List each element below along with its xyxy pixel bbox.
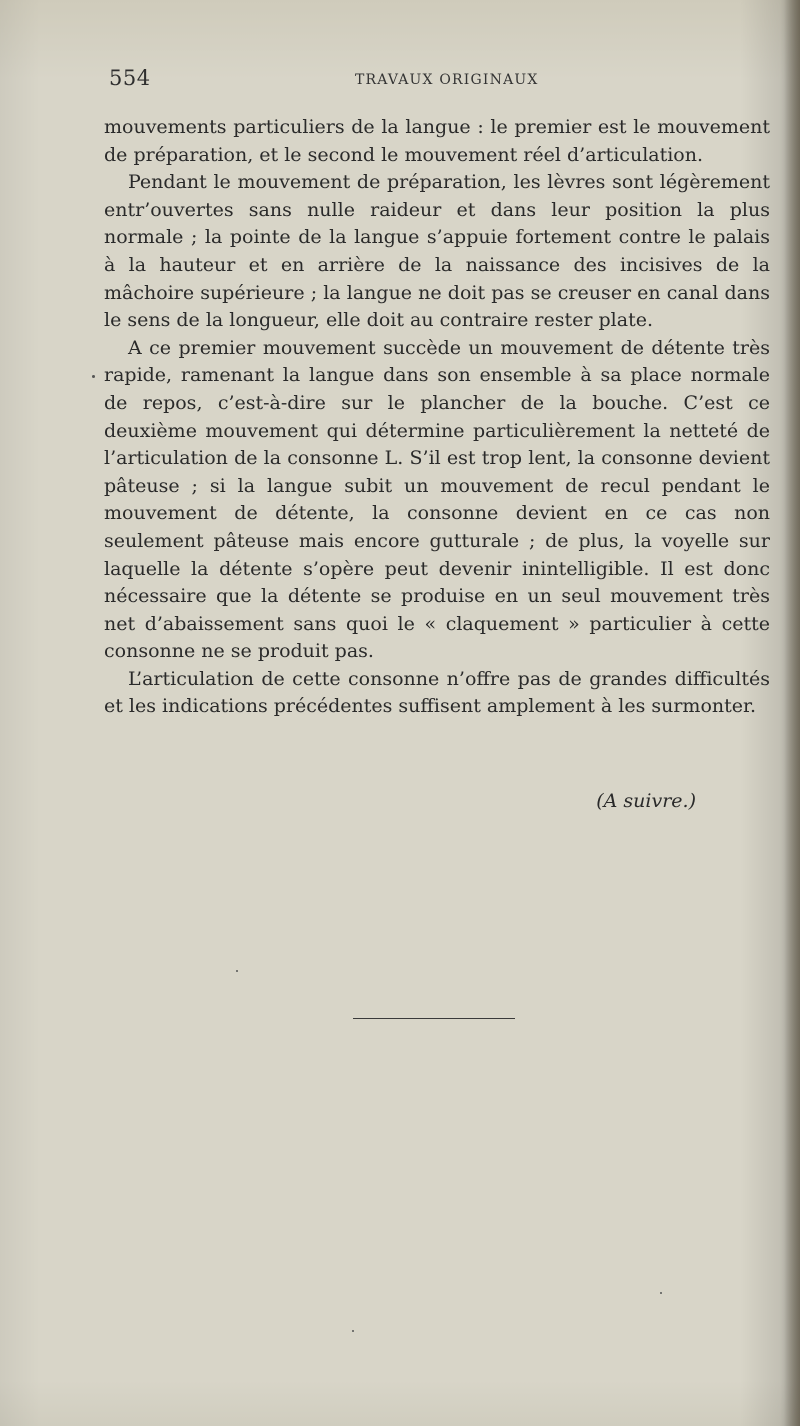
print-speck [660,1292,662,1294]
page-header [109,66,761,96]
print-speck [236,970,238,972]
paragraph-continuation: mouvements particuliers de la langue : le premier est le mouvement de préparation, et le second le mouvement réel d’articulation. [104,116,770,166]
print-speck [352,1330,354,1332]
to-be-continued-note: (A suivre.) [596,790,696,812]
article-body [104,114,770,721]
print-speck [92,375,95,378]
end-rule [353,1018,515,1019]
paragraph: A ce premier mouvement succède un mouvement de détente très rapide, ramenant la langue dans son ensemble à sa place normale de repos, c’est-à-dire sur le plancher de la bouche. C’est ce deuxième mouvement qui détermine particulièrement la netteté de l’articulation de la consonne L. S’il est trop lent, la consonne devient pâteuse ; si la langue subit un mouvement de recul pendant le mouvement de détente, la consonne devient en ce cas non seulement pâteuse mais encore gutturale ; de plus, la voyelle sur laquelle la détente s’opère peut devenir inintelligible. Il est donc nécessaire que la détente se produise en un seul mouvement très net d’abaissement sans quoi le « claquement » particulier à cette consonne ne se produit pas. [104,336,770,663]
paragraph: L’articulation de cette consonne n’offre pas de grandes difficultés et les indications précédentes suffisent amplement à les surmonter. [104,667,770,718]
running-head: TRAVAUX ORIGINAUX [355,72,539,88]
page-number: 554 [109,66,151,90]
page-edge-shadow [784,0,800,1426]
paragraph: Pendant le mouvement de préparation, les lèvres sont légèrement entr’ouvertes sans nulle raideur et dans leur position la plus normale ; la pointe de la langue s’appuie fortement contre le palais à la hauteur et en arrière de la naissance des incisives de la mâchoire supérieure ; la langue ne doit pas se creuser en canal dans le sens de la longueur, elle doit au contraire rester plate. [104,171,770,332]
